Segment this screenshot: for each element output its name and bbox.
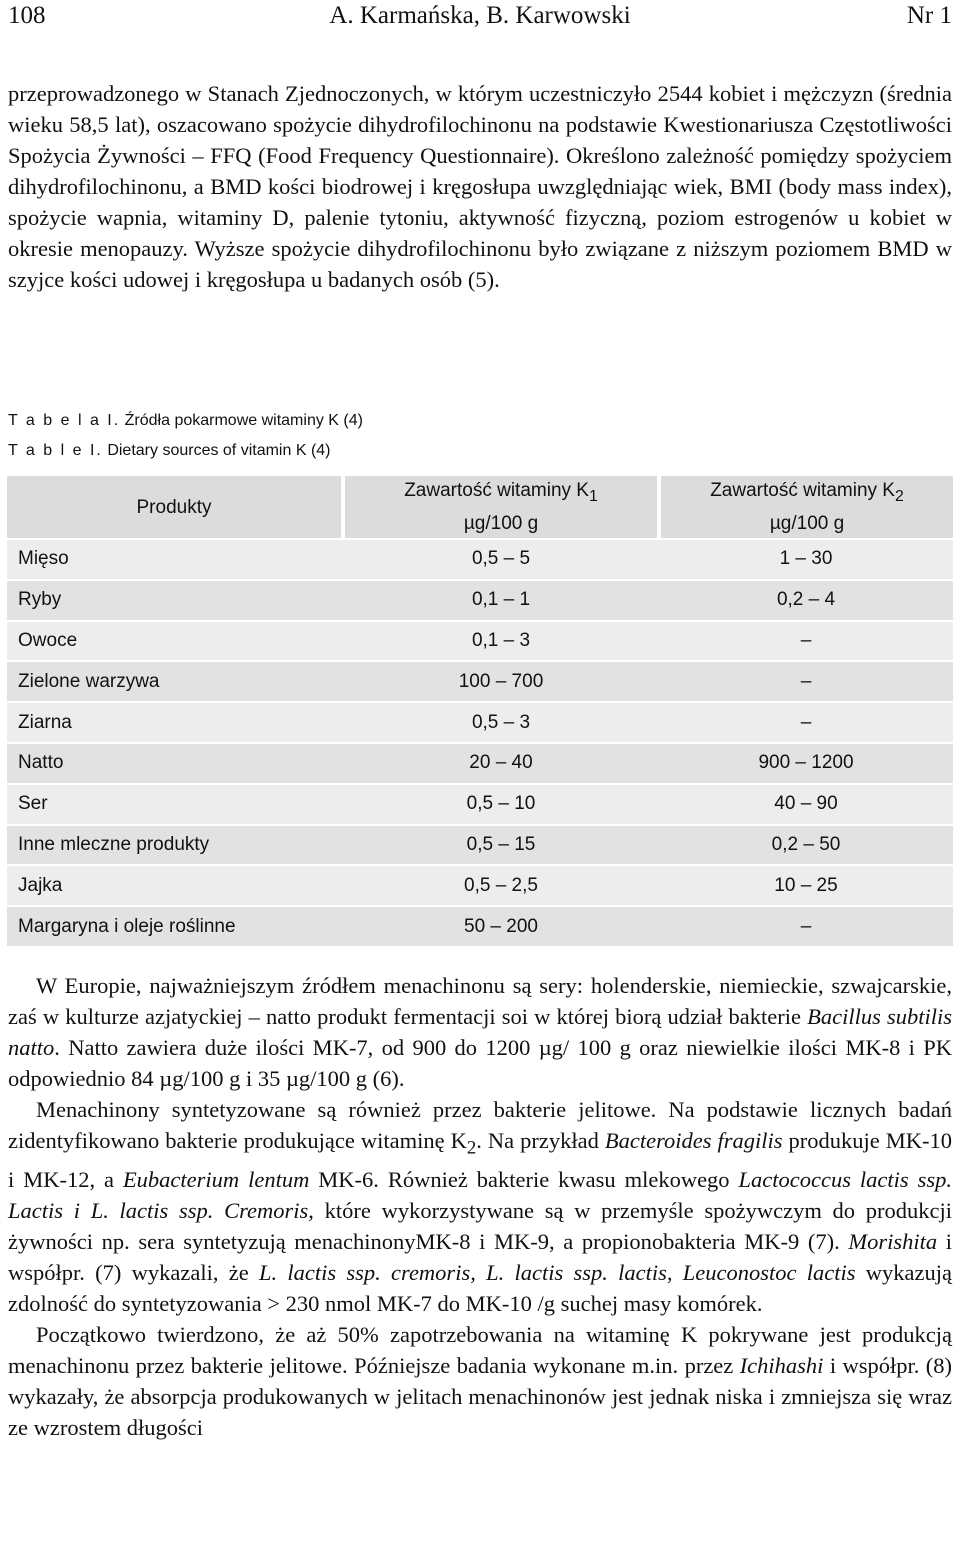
- table-row: [7, 865, 953, 906]
- table-row: [7, 743, 953, 784]
- table-header-row: [7, 476, 953, 539]
- paragraph-2: W Europie, najważniejszym źródłem menachinonu są sery: holenderskie, niemieckie, szwajcarskie, zaś w kulturze azjatyckiej – natto produkt fermentacji soi w której biorą udział bakterie Bacillus subtilis natto. Natto zawiera duże ilości MK-7, od 900 do 1200 µg/ 100 g oraz niewielkie ilości MK-8 i PK odpowiednio 84 µg/100 g i 35 µg/100 g (6).: [8, 973, 953, 1091]
- table-caption-en: [8, 441, 331, 461]
- row-k1: 0,5 – 10: [343, 784, 659, 825]
- table-row: [7, 661, 953, 702]
- table-row: [7, 702, 953, 743]
- row-product: Ziarna: [7, 702, 343, 743]
- row-product: Mięso: [7, 539, 343, 580]
- table-caption-pl: [8, 411, 363, 431]
- row-product: Owoce: [7, 621, 343, 662]
- table-row: [7, 539, 953, 580]
- row-product: Jajka: [7, 865, 343, 906]
- paragraph-3: Menachinony syntetyzowane są również przez bakterie jelitowe. Na podstawie licznych badań zidentyfikowano bakterie produkujące witaminę $K_2$. Na przykład Bacteroides fragilis produkuje MK-10 i MK-12, a Eubacterium lentum MK-6. Również bakterie kwasu mlekowego Lactococcus lactis ssp. Lactis i L. lactis ssp. Cremoris, które wykorzystywane są w przemyśle spożywczym do produkcji żywności np. sera syntetyzują menachinonyMK-8 i MK-9, a propionobakteria MK-9 (7). Morishita i współpr. (7) wykazali, że L. lactis ssp. cremoris, L. lactis ssp. lactis, Leuconostoc lactis wykazują zdolność do syntetyzowania > 230 nmol MK-7 do MK-10 /g suchej masy komórek.: [8, 1097, 953, 1316]
- row-product: Ser: [7, 784, 343, 825]
- row-k2: 0,2 – 50: [659, 825, 953, 866]
- table-row: [7, 580, 953, 621]
- row-k1: 0,5 – 15: [343, 825, 659, 866]
- row-product: Inne mleczne produkty: [7, 825, 343, 866]
- table-caption-pl-text: Źródła pokarmowe witaminy K (4): [124, 412, 363, 429]
- row-k2: 0,2 – 4: [659, 580, 953, 621]
- row-k1: 0,5 – 2,5: [343, 865, 659, 906]
- row-k2: 10 – 25: [659, 865, 953, 906]
- row-k1: 0,1 – 1: [343, 580, 659, 621]
- row-k1: 0,5 – 5: [343, 539, 659, 580]
- table-row: [7, 621, 953, 662]
- row-k1: 50 – 200: [343, 906, 659, 946]
- table-row: [7, 906, 953, 946]
- table-caption-en-label: T a b l e I.: [8, 442, 103, 459]
- row-k2: –: [659, 661, 953, 702]
- table-caption-en-text: Dietary sources of vitamin K (4): [107, 442, 331, 459]
- row-k2: –: [659, 906, 953, 946]
- row-product: Natto: [7, 743, 343, 784]
- table-caption-pl-label: T a b e l a I.: [8, 412, 121, 429]
- row-product: Zielone warzywa: [7, 661, 343, 702]
- header-products: Produkty: [7, 476, 343, 539]
- running-head-authors: A. Karmańska, B. Karwowski: [329, 2, 631, 29]
- row-k1: 100 – 700: [343, 661, 659, 702]
- row-k2: 1 – 30: [659, 539, 953, 580]
- row-k1: 0,5 – 3: [343, 702, 659, 743]
- row-k2: 40 – 90: [659, 784, 953, 825]
- paragraph-1-text: przeprowadzonego w Stanach Zjednoczonych, w którym uczestniczyło 2544 kobiet i mężczyzn (średnia wieku 58,5 lat), oszacowano spożycie dihydrofilochinonu na podstawie Kwestionariusza Częstotliwości Spożycia Żywności – FFQ (Food Frequency Questionnaire). Określono zależność pomiędzy spożyciem dihydrofilochinonu, a BMD kości biodrowej i kręgosłupa uwzględniając wiek, BMI (body mass index), spożycie wapnia, witaminy D, palenie tytoniu, aktywność fizyczną, poziom estrogenów u kobiet w okresie menopauzy. Wyższe spożycie dihydrofilochinonu było związane z niższym poziomem BMD w szyjce kości udowej i kręgosłupa u badanych osób (5).: [8, 81, 952, 292]
- row-k2: 900 – 1200: [659, 743, 953, 784]
- body-text-continued: [8, 970, 952, 1443]
- table-row: [7, 825, 953, 866]
- row-k1: 0,1 – 3: [343, 621, 659, 662]
- header-k1-content: Zawartość witaminy $K_1$ µg/100 g: [343, 476, 659, 539]
- issue-number: Nr 1: [906, 2, 952, 29]
- page-header: [8, 2, 952, 32]
- body-paragraph-1: [8, 78, 952, 295]
- row-product: Margaryna i oleje roślinne: [7, 906, 343, 946]
- paragraph-4: Początkowo twierdzono, że aż 50% zapotrzebowania na witaminę K pokrywane jest produkcją menachinonu przez bakterie jelitowe. Późniejsze badania wykonane m.in. przez Ichihashi i współpr. (8) wykazały, że absorpcja produkowanych w jelitach menachinonów jest jednak niska i zmniejsza się wraz ze wzrostem długości: [8, 1321, 953, 1440]
- row-k1: 20 – 40: [343, 743, 659, 784]
- vitamin-k-sources-table: [7, 476, 953, 946]
- row-k2: –: [659, 702, 953, 743]
- header-k2-content: Zawartość witaminy $K_2$ µg/100 g: [659, 476, 953, 539]
- page-number: 108: [8, 2, 46, 29]
- table-row: [7, 784, 953, 825]
- row-k2: –: [659, 621, 953, 662]
- row-product: Ryby: [7, 580, 343, 621]
